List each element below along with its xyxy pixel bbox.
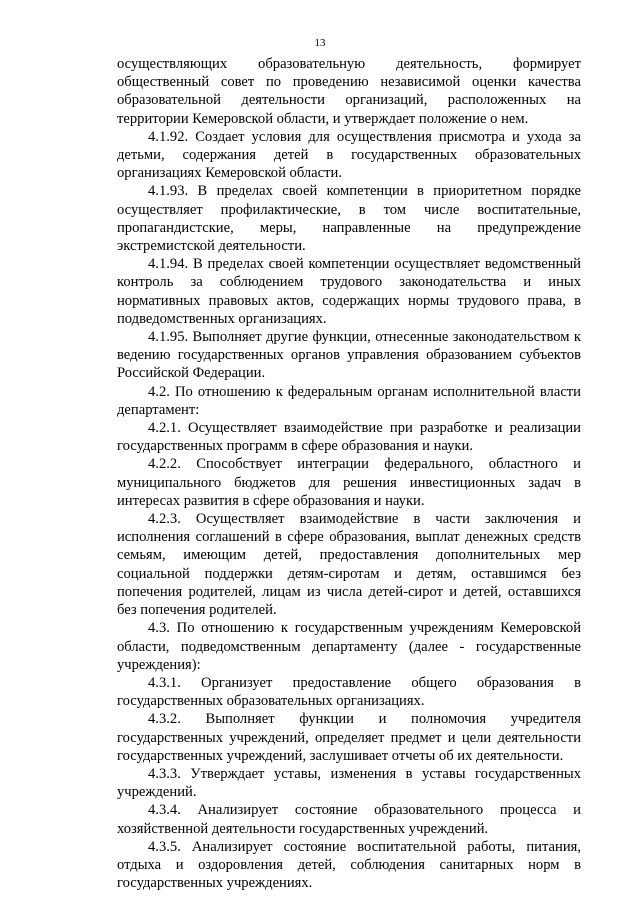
paragraph: 4.1.95. Выполняет другие функции, отнесенные законодательством к ведению государственных органов управления образованием субъектов Российской Федерации. [117,329,581,382]
paragraph: 4.2.2. Способствует интеграции федерального, областного и муниципального бюджетов для решения инвестиционных задач в интересах развития в сфере образования и науки. [117,456,581,509]
paragraph: 4.3.2. Выполняет функции и полномочия учредителя государственных учреждений, определяет предмет и цели деятельности государственных учреждений, заслушивает отчеты об их деятельности. [117,711,581,764]
paragraph: 4.3.1. Организует предоставление общего образования в государственных образовательных организациях. [117,674,581,710]
paragraph: 4.1.93. В пределах своей компетенции в приоритетном порядке осуществляет профилактические, в том числе воспитательные, пропагандистские, меры, направленные на предупреждение экстремистской деятельности. [117,183,581,255]
paragraph: 4.2. По отношению к федеральным органам исполнительной власти департамент: [117,383,581,418]
paragraph: 4.3.3. Утверждает уставы, изменения в уставы государственных учреждений. [117,765,581,801]
paragraph: 4.1.92. Создает условия для осуществления присмотра и ухода за детьми, содержания детей в государственных образовательных организациях Кемеровской области. [117,128,581,182]
page-number: 13 [314,37,326,49]
paragraph: 4.3. По отношению к государственным учреждениям Кемеровской области, подведомственным департаменту (далее - государственные учреждения): [117,620,581,673]
paragraph: 4.2.3. Осуществляет взаимодействие в части заключения и исполнения соглашений в сфере образования, выплат денежных средств семьям, имеющим детей, предоставления дополнительных мер социальной поддержки детям-сиротам и детям, оставшимся без попечения родителей, лицам из числа детей-сирот и детей, оставшихся без попечения родителей. [117,511,581,619]
paragraph: 4.3.5. Анализирует состояние воспитательной работы, питания, отдыха и оздоровления детей, соблюдения санитарных норм в государственных учреждениях. [117,838,581,892]
paragraph: 4.2.1. Осуществляет взаимодействие при разработке и реализации государственных программ в сфере образования и науки. [117,420,581,455]
paragraph: 4.3.4. Анализирует состояние образовательного процесса и хозяйственной деятельности государственных учреждений. [117,802,581,837]
document-body [117,55,581,892]
paragraph: осуществляющих образовательную деятельность, формирует общественный совет по проведению независимой оценки качества образовательной деятельности организаций, расположенных на территории Кемеровской области, и утверждает положение о нем. [117,56,581,127]
paragraph: 4.1.94. В пределах своей компетенции осуществляет ведомственный контроль за соблюдением трудового законодательства и иных нормативных правовых актов, содержащих нормы трудового права, в подведомственных организациях. [117,256,581,327]
